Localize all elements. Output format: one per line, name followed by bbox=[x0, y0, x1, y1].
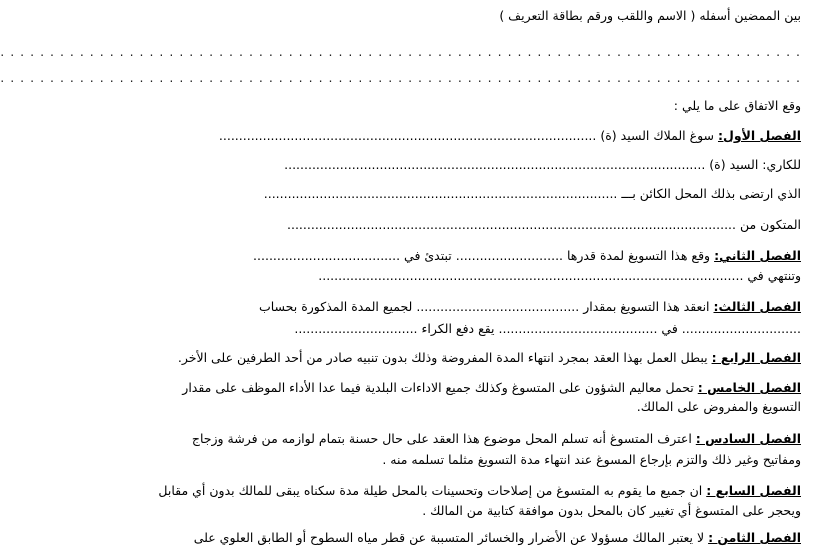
chapter-8-title: الفصل الثامن : bbox=[708, 530, 801, 545]
chapter-7-text: ان جميع ما يقوم به المتسوغ من إصلاحات وتحسينات بالمحل طيلة مدة سكناه يبقى للمالك بدون أي مقابل bbox=[158, 483, 707, 498]
chapter-7-text-cont: ويحجر على المتسوغ أي تغيير كان بالمحل بدون موافقة كتابية من المالك . bbox=[422, 503, 801, 518]
chapter-3 bbox=[191, 299, 801, 315]
end-date-field: وتنتهي في ........................................................................................................... bbox=[318, 268, 801, 283]
chapter-4-text: يبطل العمل بهذا العقد بمجرد انتهاء المدة المفروضة وذلك بدون تنبيه صادر من أحد الطرفين على الأخر. bbox=[177, 350, 712, 365]
consists-field: المتكون من ................................................................................................................. bbox=[287, 217, 801, 232]
chapter-5 bbox=[182, 380, 801, 396]
chapter-3-title: الفصل الثالث: bbox=[713, 299, 801, 314]
chapter-6-text: اعترف المتسوغ أنه تسلم المحل موضوع هذا العقد على حال حسنة بتمام لوازمه من فرشة وزجاج bbox=[191, 431, 696, 446]
chapter-7 bbox=[158, 483, 801, 499]
agreement-heading: وقع الاتفاق على ما يلي : bbox=[673, 98, 801, 113]
payment-field: .............................. في ........................................ يقع دفع الكراء ............................... bbox=[294, 321, 801, 336]
chapter-6-title: الفصل السادس : bbox=[695, 431, 801, 446]
chapter-5-text: تحمل معاليم الشؤون على المتسوغ وكذلك جميع الاداءات البلدية فيما عدا الأداء الموظف على مقدار bbox=[182, 380, 698, 395]
chapter-2-title: الفصل الثاني: bbox=[714, 248, 801, 263]
chapter-2 bbox=[191, 248, 801, 264]
landlord-field: سوغ الملاك السيد (ة) ............................................................................................... bbox=[218, 128, 718, 143]
chapter-5-title: الفصل الخامس : bbox=[697, 380, 801, 395]
dotted-line: . . . . . . . . . . . . . . . . . . . . . . . . . . . . . . . . . . . . . . . . . . . . . . . . . . . . . . . . . . . . . . . . . . . . . . . . . . . . . . . . . bbox=[0, 44, 801, 59]
dotted-line: . . . . . . . . . . . . . . . . . . . . . . . . . . . . . . . . . . . . . . . . . . . . . . . . . . . . . . . . . . . . . . . . . . . . . . . . . . . . . . . . . bbox=[0, 70, 801, 85]
chapter-8 bbox=[191, 530, 801, 546]
chapter-6 bbox=[191, 431, 801, 447]
chapter-5-text-cont: التسويغ والمفروض على المالك. bbox=[636, 399, 801, 414]
parties-line: بين الممضين أسفله ( الاسم واللقب ورقم بطاقة التعريف ) bbox=[499, 8, 801, 23]
tenant-field: للكاري: السيد (ة) .......................................................................................................... bbox=[284, 157, 801, 172]
chapter-1-title: الفصل الأول: bbox=[717, 128, 801, 143]
premises-field: الذي ارتضى بذلك المحل الكائن بـــ ......................................................................................... bbox=[263, 186, 801, 201]
duration-field: وقع هذا التسويغ لمدة قدرها ........................... تبتدئ في ..................................... bbox=[253, 248, 715, 263]
chapter-4 bbox=[177, 350, 801, 366]
chapter-4-title: الفصل الرابع : bbox=[711, 350, 801, 365]
chapter-6-text-cont: ومفاتيح وغير ذلك والتزم بإرجاع المسوغ عند انتهاء مدة التسويغ مثلما تسلمه منه . bbox=[382, 452, 801, 467]
chapter-7-title: الفصل السابع : bbox=[706, 483, 801, 498]
rent-amount-field: انعقد هذا التسويغ بمقدار ......................................... لجميع المدة المذكورة بحساب bbox=[258, 299, 714, 314]
chapter-8-text: لا يعتبر المالك مسؤولا عن الأضرار والخسائر المتسببة عن قطر مياه السطوح أو الطابق العلوي على bbox=[193, 530, 709, 545]
chapter-1-landlord bbox=[191, 128, 801, 144]
